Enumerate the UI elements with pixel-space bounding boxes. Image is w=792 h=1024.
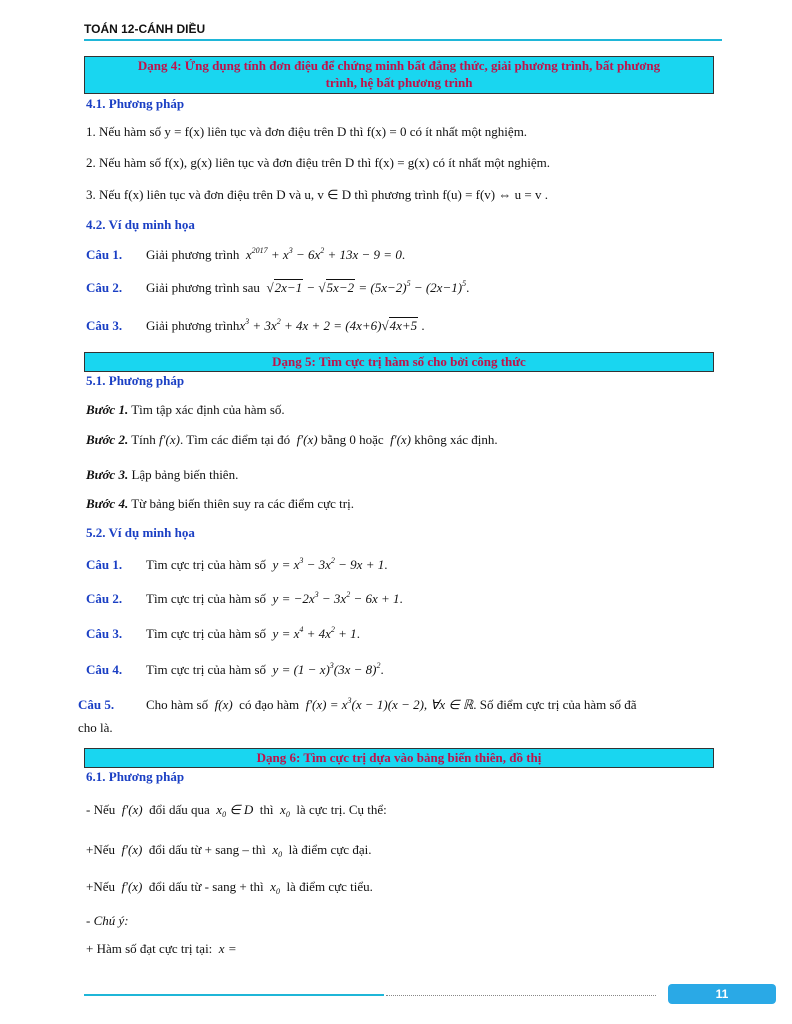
d5-q5-text-a: Cho hàm số [146,697,209,712]
d6-last-line-text: + Hàm số đạt cực trị tại: [86,941,213,956]
dang4-banner-line2: trình, hệ bất phương trình [325,75,473,90]
d6-line2-a: +Nếu [86,842,115,857]
d5-q1: Tìm cực trị của hàm số $y = x^3 - 3x^2 - 9x + 1$. [146,556,388,572]
rule-2: 2. Nếu hàm số f(x), g(x) liên tục và đơn điệu trên D thì f(x) = g(x) có ít nhất một nghiệm. [86,155,551,170]
d4-q1: Giải phương trình $x^{2017} + x^3 - 6x^2 + 13x - 9 = 0$. [146,246,406,262]
d5-q1-text: Tìm cực trị của hàm số [146,557,267,572]
section-6-1-title: 6.1. Phương pháp [86,769,185,784]
d5-q5-text-c: . Số điểm cực trị của hàm số đã [473,697,637,712]
header-title: TOÁN 12-CÁNH DIỀU [84,22,206,36]
d5-q3-equation: $y = x^4 + 4x^2 + 1$ [269,625,357,641]
rule-3: 3. Nếu f(x) liên tục và đơn điệu trên D và u, v ∈ D thì phương trình f(u) = f(v) ⇔ u = v . [86,187,548,202]
step-2-end: không xác định. [414,432,498,447]
step-1 [86,402,285,418]
d5-q4-label: Câu 4. [86,662,123,677]
dang5-banner: Dạng 5: Tìm cực trị hàm số cho bởi công thức [84,352,714,372]
d5-q2: Tìm cực trị của hàm số $y = -2x^3 - 3x^2 - 6x + 1$. [146,590,403,606]
d6-line1: - Nếu f′(x) đổi dấu qua $x_0$ ∈ D thì $x_0$ là cực trị. Cụ thể: [86,802,387,819]
d6-line3-b: đổi dấu từ - sang + thì [148,879,264,894]
d4-q1-text: Giải phương trình [146,247,240,262]
d4-q2: Giải phương trình sau $√2x-1 - √5x-2 = (5x-2)^5 - (2x-1)^5$. [146,279,470,295]
d6-line3-a: +Nếu [86,879,115,894]
header-divider [84,39,722,41]
d5-q3-text: Tìm cực trị của hàm số [146,626,267,641]
d6-note: - Chú ý: [86,913,129,928]
step-2: Bước 2. Tính f′(x). Tìm các điểm tại đó f′(x) bằng 0 hoặc f′(x) không xác định. [86,432,498,447]
step-3 [86,467,238,483]
d5-q2-equation: $y = -2x^3 - 3x^2 - 6x + 1$ [269,590,400,606]
dang4-banner-line1: Dạng 4: Ứng dụng tính đơn điệu để chứng minh bất đẳng thức, giải phương trình, bất phương [137,58,661,73]
step-2-text: Tính [128,432,156,447]
d6-line1-a: - Nếu [86,802,116,817]
d6-line1-c: thì [259,802,274,817]
d5-q1-equation: $y = x^3 - 3x^2 - 9x + 1$ [269,556,385,572]
d4-q1-label: Câu 1. [86,247,123,262]
d6-line1-b: đổi dấu qua [149,802,210,817]
d4-q3-equation: $x^3 + 3x^2 + 4x + 2 = (4x+6)√4x+5$ [239,317,418,333]
step-2-label: Bước 2. [86,432,129,447]
section-5-1-title: 5.1. Phương pháp [86,373,185,388]
d5-q4: Tìm cực trị của hàm số $y = (1 - x)^3(3x - 8)^2$. [146,661,384,677]
step-1-label: Bước 1. [86,402,129,417]
section-5-2-title: 5.2. Ví dụ minh họa [86,525,195,540]
d5-q4-text: Tìm cực trị của hàm số [146,662,267,677]
d4-q1-equation: $x^{2017} + x^3 - 6x^2 + 13x - 9 = 0$ [242,246,402,262]
footer-dotted-line [386,995,656,996]
d5-q5: Cho hàm số f(x) có đạo hàm $f'(x) = x^3(x - 1)(x - 2)$, ∀x ∈ ℝ. Số điểm cực trị của hàm số đã [146,696,637,712]
step-3-label: Bước 3. [86,467,129,482]
d5-q4-equation: $y = (1 - x)^3(3x - 8)^2$ [269,661,381,677]
step-4-label: Bước 4. [86,496,129,511]
d6-line2-b: đổi dấu từ + sang – thì [148,842,266,857]
d6-line1-d: là cực trị. Cụ thể: [296,802,387,817]
step-4 [86,496,354,512]
step-2-mid2: bằng 0 hoặc [320,432,384,447]
step-3-text: Lập bảng biến thiên. [128,467,239,482]
d4-q2-text: Giải phương trình sau [146,280,260,295]
d6-line3: +Nếu f′(x) đổi dấu từ - sang + thì $x_0$ là điểm cực tiểu. [86,879,373,896]
d4-q3-label: Câu 3. [86,318,123,333]
step-1-text: Tìm tập xác định của hàm số. [128,402,285,417]
step-2-mid: . Tìm các điểm tại đó [179,432,291,447]
d5-q3: Tìm cực trị của hàm số $y = x^4 + 4x^2 + 1$. [146,625,360,641]
dang6-banner: Dạng 6: Tìm cực trị dựa vào bảng biến thiên, đồ thị [84,748,714,768]
step-4-text: Từ bảng biến thiên suy ra các điểm cực trị. [128,496,354,511]
dang4-banner [84,56,714,94]
d5-q3-label: Câu 3. [86,626,123,641]
d4-q3: Giải phương trìnhx$^3$ + $3x^2 + 4x + 2 = (4x+6)√4x+5$ . [146,317,425,333]
d6-line2: +Nếu f′(x) đổi dấu từ + sang – thì $x_0$ là điểm cực đại. [86,842,372,859]
section-4-2-title: 4.2. Ví dụ minh họa [86,217,195,232]
d5-q2-label: Câu 2. [86,591,123,606]
section-4-1-title: 4.1. Phương pháp [86,96,185,111]
d6-line2-c: là điểm cực đại. [288,842,372,857]
d5-q2-text: Tìm cực trị của hàm số [146,591,267,606]
d5-q5-text-b: có đạo hàm [239,697,300,712]
d4-q2-equation: $√2x-1 - √5x-2 = (5x-2)^5 - (2x-1)^5$ [263,279,467,295]
rule-1: 1. Nếu hàm số y = f(x) liên tục và đơn điệu trên D thì f(x) = 0 có ít nhất một nghiệm. [86,124,528,139]
d4-q3-text: Giải phương trình [146,318,240,333]
page-number: 11 [668,984,776,1004]
d4-q2-label: Câu 2. [86,280,123,295]
d5-q1-label: Câu 1. [86,557,123,572]
d6-line3-c: là điểm cực tiểu. [286,879,373,894]
footer-divider [84,994,384,996]
d5-q5-text-d: cho là. [78,720,113,735]
d5-q5-label: Câu 5. [78,697,115,712]
d6-last-line: + Hàm số đạt cực trị tại: x = [86,941,237,956]
